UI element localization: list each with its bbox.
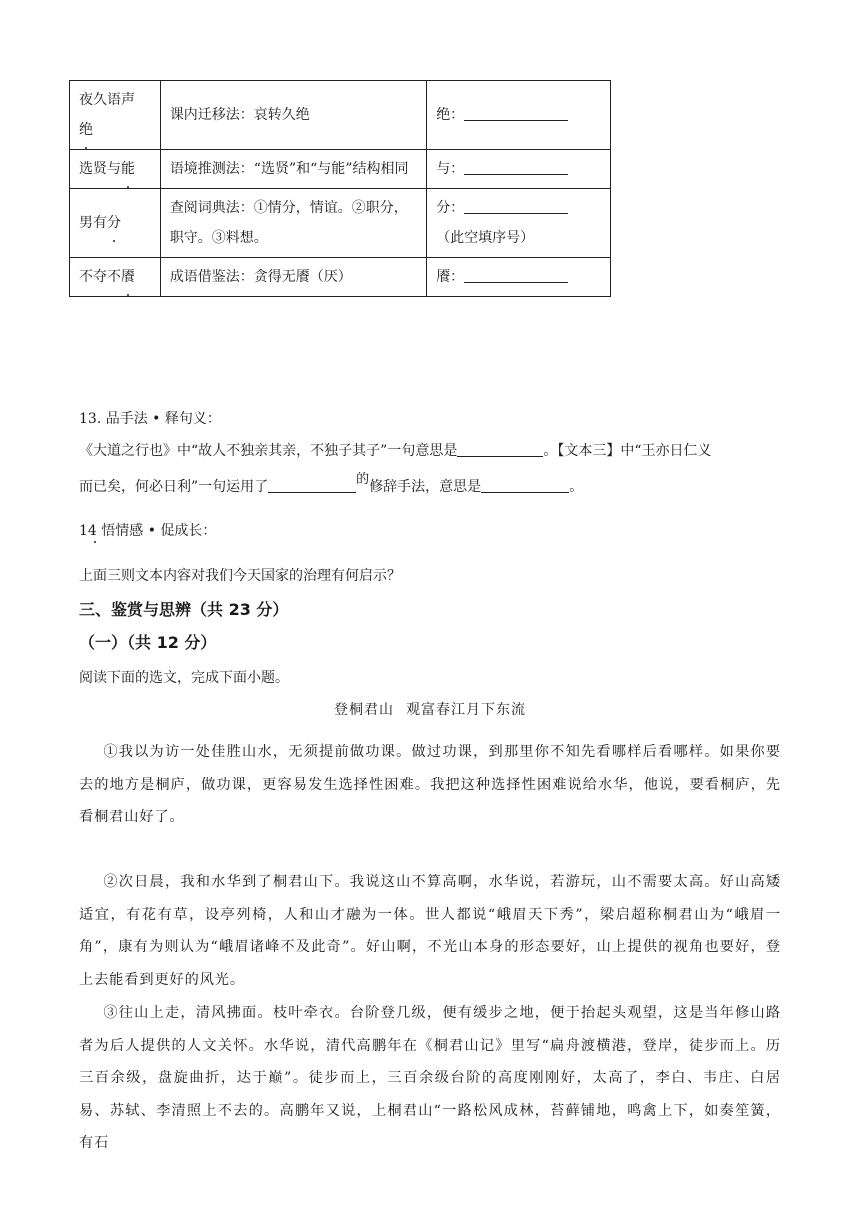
method-cell xyxy=(160,189,426,258)
word-text: 男有 xyxy=(79,215,107,231)
method-text: 语境推测法：“选贤”和“与能”结构相同 xyxy=(169,161,409,177)
q13-text: 修辞手法，意思是 xyxy=(369,479,482,495)
method-text: 查阅词典法：①情分，情谊。②职分，职守。③料想。 xyxy=(169,200,408,246)
passage-title xyxy=(0,699,860,719)
passage-paragraph: ①我以为访一处佳胜山水，无须提前做功课。做过功课，到那里你不知先看哪样后看哪样。如果你要去的地方是桐庐，做功课，更容易发生选择性困难。我把这种选择性困难说给水华，他说，要看桐庐，先看桐君山好了。 xyxy=(79,744,781,825)
answer-blank[interactable] xyxy=(464,104,568,121)
table-row xyxy=(70,258,611,297)
table-row xyxy=(70,189,611,258)
emphasis-dot xyxy=(94,541,96,543)
answer-label: 分： xyxy=(436,200,465,216)
question-14-heading: 14 悟情感 • 促成长： xyxy=(79,523,217,539)
answer-cell xyxy=(427,150,611,189)
word-cell xyxy=(70,150,161,189)
answer-label: 餍： xyxy=(436,269,465,285)
dotted-char: 分 xyxy=(107,208,121,238)
answer-label: 与： xyxy=(436,161,465,177)
table-row xyxy=(70,150,611,189)
answer-blank[interactable] xyxy=(457,440,543,457)
word-text: 夜久语声 xyxy=(79,92,135,108)
q13-text: 的 xyxy=(356,472,370,487)
section-heading: 三、鉴赏与思辨（共 23 分） xyxy=(79,600,289,619)
dotted-char: 绝 xyxy=(79,115,93,145)
q13-text: 。 xyxy=(569,479,584,495)
word-text: 选贤与 xyxy=(79,161,121,177)
passage-paragraph: ②次日晨，我和水华到了桐君山下。我说这山不算高啊，水华说，若游玩，山不需要太高。好山高矮适宜，有花有草，设亭列椅，人和山才融为一体。世人都说“峨眉天下秀”，梁启超称桐君山为“峨眉一角”，康有为则认为“峨眉诸峰不及此奇”。好山啊，不光山本身的形态要好，山上提供的视角也要好，登上去能看到更好的风光。 xyxy=(79,874,781,988)
word-cell xyxy=(70,189,161,258)
subsection-heading: （一）（共 12 分） xyxy=(79,633,217,652)
method-text: 课内迁移法：哀转久绝 xyxy=(169,107,310,123)
answer-blank[interactable] xyxy=(481,476,569,493)
dotted-char: 能 xyxy=(121,154,135,184)
vocab-table xyxy=(69,80,611,297)
answer-blank[interactable] xyxy=(268,476,356,493)
method-cell xyxy=(160,81,426,150)
answer-blank[interactable] xyxy=(464,158,568,175)
answer-cell xyxy=(427,81,611,150)
word-cell xyxy=(70,258,161,297)
answer-label: 绝： xyxy=(436,107,465,123)
method-text: 成语借鉴法：贪得无餍（厌） xyxy=(169,269,352,285)
instruction-text: 阅读下面的选文，完成下面小题。 xyxy=(79,670,289,686)
answer-cell xyxy=(427,189,611,258)
question-13-line1 xyxy=(79,440,712,460)
answer-blank[interactable] xyxy=(464,266,568,283)
q13-text: 而已矣，何必日利”一句运用了 xyxy=(79,479,269,495)
method-cell xyxy=(160,258,426,297)
passage-paragraph: ③往山上走，清风拂面。枝叶牵衣。台阶登几级，便有缓步之地，便于抬起头观望，这是当年修山路者为后人提供的人文关怀。水华说，清代高鹏年在《桐君山记》里写“扁舟渡横港，登岸，徒步而上。历三百余级，盘旋曲折，达于巅”。徒步而上，三百余级台阶的高度刚刚好，太高了，李白、韦庄、白居易、苏轼、李清照上不去的。高鹏年又说，上桐君山“一路松风成林，苔藓铺地，鸣禽上下，如奏笙簧，有石 xyxy=(79,1005,781,1151)
question-13-heading: 13. 品手法 • 释句义： xyxy=(79,411,221,427)
word-text: 不夺不 xyxy=(79,269,121,285)
answer-note: （此空填序号） xyxy=(436,230,535,246)
question-13-line2 xyxy=(79,472,584,496)
passage-title-part: 登桐君山 xyxy=(334,702,394,718)
dotted-char: 餍 xyxy=(121,262,135,292)
method-cell xyxy=(160,150,426,189)
question-14-text: 上面三则文本内容对我们今天国家的治理有何启示？ xyxy=(79,568,401,584)
passage-title-part: 观富春江月下东流 xyxy=(406,702,526,718)
word-cell xyxy=(70,81,161,150)
q13-text: 。【文本三】中“王亦日仁义 xyxy=(543,443,712,459)
q13-text: 《大道之行也》中“故人不独亲其亲，不独子其子”一句意思是 xyxy=(79,443,458,459)
table-row xyxy=(70,81,611,150)
answer-cell xyxy=(427,258,611,297)
answer-blank[interactable] xyxy=(464,197,568,214)
